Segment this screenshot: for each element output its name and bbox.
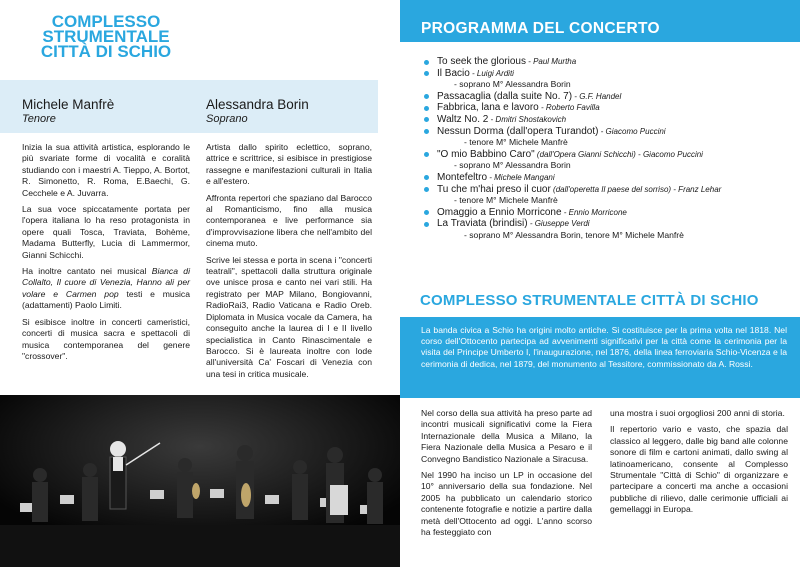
- program-item: [424, 126, 790, 138]
- program-piece: Nessun Dorma (dall'opera Turandot): [437, 125, 599, 137]
- program-piece: Montefeltro: [437, 171, 488, 183]
- left-title-line: STRUMENTALE: [42, 27, 170, 46]
- artist-name: Michele Manfrè: [22, 97, 115, 112]
- band-photo-illustration: [0, 395, 400, 567]
- program-composer: - Roberto Favilla: [538, 103, 600, 113]
- program-piece: Waltz No. 2: [437, 113, 489, 125]
- program-piece: Il Bacio: [437, 67, 470, 79]
- tenor-bio: [22, 142, 190, 367]
- bio-paragraph: Inizia la sua attività artistica, esplorando le più svariate forme di vocalità e coralità studiando con i maestri A. Tieppo, A. Bortot, R. Simonetto, R. Roma, E.Baechi, G. Cecchele e A. Juvarra.: [22, 142, 190, 198]
- artist-soprano-header: [206, 97, 309, 126]
- bio-paragraph: Affronta repertori che spaziano dal Barocco al Romanticismo, fino alla musica contemporanea e live performance sia d'improvvisazione libera che nell'ambito del cinema muto.: [206, 192, 372, 249]
- program-item: [424, 207, 790, 219]
- programma-title: PROGRAMMA DEL CONCERTO: [421, 20, 660, 37]
- band-section-title: COMPLESSO STRUMENTALE CITTÀ DI SCHIO: [420, 292, 759, 309]
- artist-role: Soprano: [206, 113, 248, 125]
- left-title-line: CITTÀ DI SCHIO: [40, 42, 172, 61]
- band-intro-text: La banda civica a Schio ha origini molto antiche. Si costituisce per la prima volta nel 1818. Nel corso dell'Ottocento partecipa ad avvenimenti significativi per la città come la cerimonia per la visita del Principe Umberto I, l'inaugurazione, nel 1876, della linea ferroviaria Schio-Vicenza e la cerimonia di dedica, nel 1879, del monumento al Tessitore, commissionato da A. Rossi.: [421, 325, 787, 369]
- program-performer: - soprano M° Alessandra Borin, tenore M° Michele Manfrè: [464, 229, 684, 240]
- program-composer: - Dmitri Shostakovich: [488, 114, 567, 124]
- program-composer: - Ennio Morricone: [561, 207, 627, 217]
- band-paragraph: Nel 1990 ha inciso un LP in occasione del 10° anniversario della sua fondazione. Nel 2005 ha pubblicato un calendario storico contenente fotografie e notizie a partire dalla metà dell'Ottocento ad oggi. L'anno scorso ha festeggiato con: [421, 470, 592, 538]
- band-paragraph: una mostra i suoi orgogliosi 200 anni di storia.: [610, 408, 785, 418]
- program-composer: - Luigi Arditi: [469, 68, 514, 78]
- program-performer: - soprano M° Alessandra Borin: [454, 79, 571, 90]
- program-piece: To seek the glorious: [437, 56, 526, 67]
- program-piece: La Traviata (brindisi): [437, 218, 528, 230]
- band-history-column-2: [610, 408, 788, 521]
- bio-paragraph: Artista dallo spirito eclettico, soprano, attrice e scrittrice, si esibisce in prestigiose rassegne e manifestazioni culturali in Italia e all'estero.: [206, 142, 372, 187]
- bio-paragraph: Scrive lei stessa e porta in scena i "concerti teatrali", spettacoli dalla struttura originale ove unisce prosa e canto nei vari stili. Ha registrato per MAP Milano, Bongiovanni, RadioRai3, Radio Vaticana e Radio Oreb. Diplomata in Musica vocale da Camera, ha conseguito anche la laurea di I e II livello specialistica in Canto Rinascimentale e Barocco. Si è laureata inoltre con lode all'università Ca' Foscari di Venezia con una tesi in critica musicale.: [206, 254, 372, 379]
- program-piece: Passacaglia (dalla suite No. 7): [437, 90, 573, 102]
- program-composer: - G.F. Handel: [572, 91, 622, 101]
- bio-paragraph: Ha inoltre cantato nei musical Bianca di Collalto, Il cuore di Venezia, Hanno ali per volare e Carmen pop testi e musica (adattamenti) Paolo Limiti.: [22, 266, 190, 311]
- program-item: [424, 102, 790, 114]
- program-item: [424, 172, 790, 184]
- program-item: [424, 149, 790, 161]
- bio-paragraph: La sua voce spiccatamente portata per l'opera italiana lo ha reso protagonista in opere quali Tosca, Traviata, Bohème, Madama Butterfly, Lucia di Lammermor, Gianni Schicchi.: [22, 204, 190, 260]
- artist-tenor-header: [22, 97, 114, 126]
- band-paragraph: Il repertorio vario e vasto, che spazia dal classico al leggero, dalle big band alle colonne sonore di film e cartoni animati, dallo swing al latinoamericano, consente al Complesso Strumentale "Città di Schio" di organizzare e partecipare a concerti ma anche a occasioni pubbliche di rilievo, dalle cerimonie ufficiali ai gemellaggi in Europa.: [610, 424, 788, 515]
- program-item: [424, 56, 790, 68]
- program-composer: - Giuseppe Verdi: [527, 219, 590, 229]
- program-piece: Fabbrica, lana e lavoro: [437, 102, 539, 114]
- program-item: [424, 218, 790, 230]
- program-composer: (dall'operetta Il paese del sorriso) - Franz Lehar: [550, 184, 722, 194]
- program-item: [424, 91, 790, 103]
- artist-name: Alessandra Borin: [206, 97, 309, 112]
- band-paragraph: Nel corso della sua attività ha preso parte ad incontri musicali significativi come la Fiera Internazionale della Musica a Milano, la Fiera Nazionale della Musica a Pesaro e il Convegno Bandistico Nazionale a Siracusa.: [421, 408, 592, 464]
- programma-list: [424, 56, 790, 242]
- bio-paragraph: Si esibisce inoltre in concerti cameristici, concerti di musica sacra e spettacoli di musica contemporanea del genere "crossover".: [22, 316, 190, 361]
- program-item: [424, 114, 790, 126]
- program-composer: - Paul Murtha: [525, 57, 577, 66]
- left-page-title: [36, 14, 176, 59]
- program-composer: - Giacomo Puccini: [598, 126, 666, 136]
- band-concert-photo: [0, 395, 400, 567]
- program-piece: Omaggio a Ennio Morricone: [437, 206, 562, 218]
- program-performer: - tenore M° Michele Manfrè: [464, 137, 568, 148]
- soprano-bio: [206, 142, 372, 385]
- artist-role: Tenore: [22, 113, 56, 125]
- program-piece: Tu che m'hai preso il cuor: [437, 183, 551, 195]
- program-item: [424, 184, 790, 196]
- band-history-column-1: [421, 408, 592, 543]
- program-performer: - soprano M° Alessandra Borin: [454, 160, 571, 171]
- program-composer: (dall'Opera Gianni Schicchi) - Giacomo Puccini: [534, 149, 703, 159]
- program-composer: - Michele Mangani: [487, 172, 555, 182]
- program-piece: "O mio Babbino Caro": [437, 148, 535, 160]
- program-item: [424, 68, 790, 80]
- program-performer: - tenore M° Michele Manfrè: [454, 195, 558, 206]
- left-title-line: COMPLESSO: [51, 12, 161, 31]
